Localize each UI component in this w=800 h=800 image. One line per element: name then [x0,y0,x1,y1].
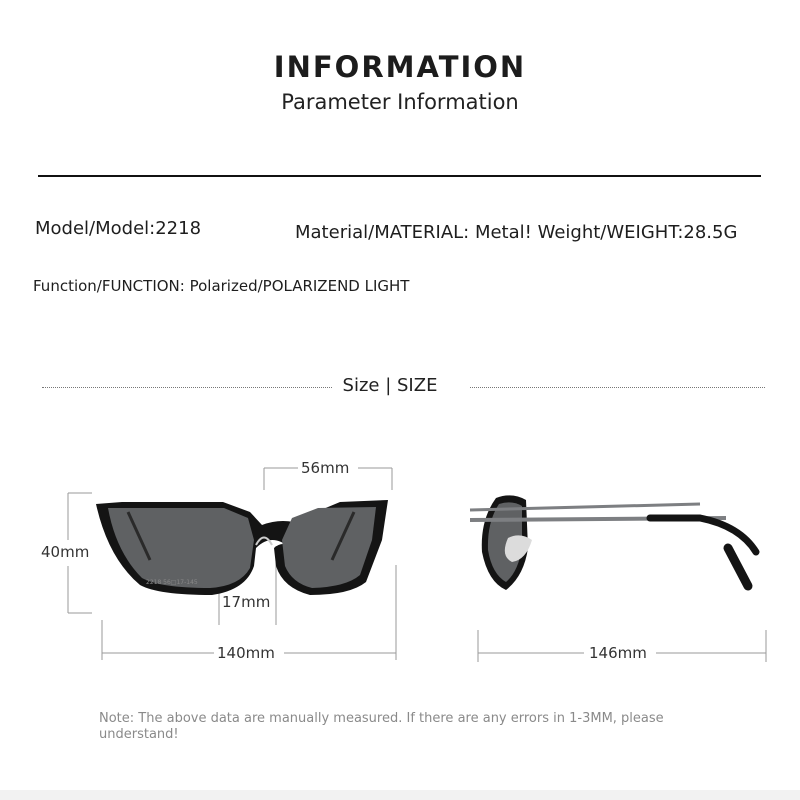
spec-model: Model/Model:2218 [35,218,202,239]
dim-bridge: 17mm [222,593,271,611]
dim-lens-width: 56mm [301,459,350,477]
page-subtitle: Parameter Information [281,90,519,114]
dim-lens-height: 40mm [41,543,90,561]
page-title: INFORMATION [273,50,527,84]
left-lens [108,508,254,588]
measurement-note: Note: The above data are manually measured. If there are any errors in 1-3MM, please understand! [99,711,664,742]
bottom-band [0,790,800,800]
side-nose-pad [505,535,532,562]
temple-tip [650,518,756,552]
dim-temple-length: 146mm [589,644,647,662]
side-view-glasses [470,495,756,590]
size-heading: Size | SIZE [342,375,438,396]
spec-function: Function/FUNCTION: Polarized/POLARIZEND LIGHT [33,277,410,295]
temple-print: 2218 56□17-145 [146,579,198,586]
front-view-glasses [96,500,388,595]
dim-frame-width: 140mm [217,644,275,662]
spec-material-weight: Material/MATERIAL: Metal! Weight/WEIGHT:28.5G [295,222,738,243]
